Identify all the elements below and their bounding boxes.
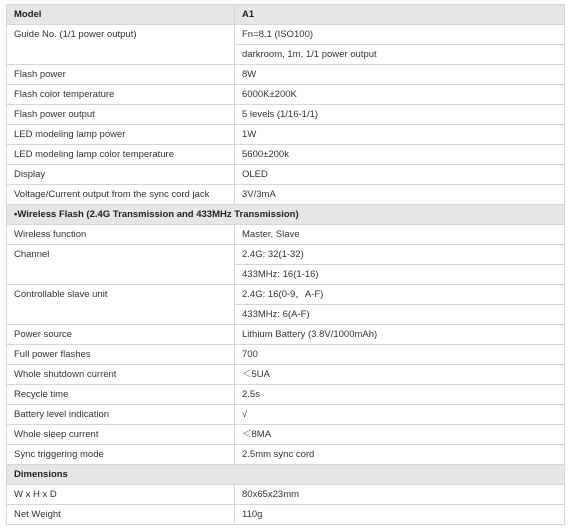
row-value: 2.4G: 32(1-32): [235, 245, 565, 265]
row-value: 80x65x23mm: [235, 485, 565, 505]
row-value: 433MHz: 6(A-F): [235, 305, 565, 325]
section-title: •Wireless Flash (2.4G Transmission and 433MHz Transmission): [7, 205, 565, 225]
row-value: 700: [235, 345, 565, 365]
row-label: Display: [7, 165, 235, 185]
row-value: 2.5s: [235, 385, 565, 405]
row-label: Voltage/Current output from the sync cord jack: [7, 185, 235, 205]
row-label: Whole sleep current: [7, 425, 235, 445]
row-label: Sync triggering mode: [7, 445, 235, 465]
row-value: 433MHz: 16(1-16): [235, 265, 565, 285]
row-label: W x H x D: [7, 485, 235, 505]
row-value: 5600±200k: [235, 145, 565, 165]
row-label: LED modeling lamp color temperature: [7, 145, 235, 165]
table-row: [7, 25, 565, 45]
table-row: [7, 225, 565, 245]
row-value: ＜8MA: [235, 425, 565, 445]
row-label: Channel: [7, 245, 235, 285]
table-row: [7, 185, 565, 205]
row-label: Flash color temperature: [7, 85, 235, 105]
row-value: ＜5UA: [235, 365, 565, 385]
row-value: 6000K±200K: [235, 85, 565, 105]
header-value: A1: [235, 5, 565, 25]
specifications-table: [6, 4, 565, 525]
table-row: [7, 65, 565, 85]
row-label: LED modeling lamp power: [7, 125, 235, 145]
row-label: Wireless function: [7, 225, 235, 245]
table-row: [7, 365, 565, 385]
section-header-dimensions: [7, 465, 565, 485]
row-label: Controllable slave unit: [7, 285, 235, 325]
table-row: [7, 485, 565, 505]
row-label: Flash power: [7, 65, 235, 85]
row-value: 5 levels (1/16-1/1): [235, 105, 565, 125]
table-row: [7, 245, 565, 265]
row-label: Full power flashes: [7, 345, 235, 365]
row-value: 8W: [235, 65, 565, 85]
table-header-row: [7, 5, 565, 25]
row-label: Whole shutdown current: [7, 365, 235, 385]
row-value: Fn=8.1 (ISO100): [235, 25, 565, 45]
table-row: [7, 505, 565, 525]
table-row: [7, 165, 565, 185]
row-label: Power source: [7, 325, 235, 345]
section-header-wireless: [7, 205, 565, 225]
row-value: darkroom, 1m, 1/1 power output: [235, 45, 565, 65]
row-label: Guide No. (1/1 power output): [7, 25, 235, 65]
table-row: [7, 385, 565, 405]
row-label: Battery level indication: [7, 405, 235, 425]
table-row: [7, 125, 565, 145]
row-value: Lithium Battery (3.8V/1000mAh): [235, 325, 565, 345]
table-row: [7, 85, 565, 105]
row-value: 110g: [235, 505, 565, 525]
table-row: [7, 405, 565, 425]
row-value: 2.5mm sync cord: [235, 445, 565, 465]
table-row: [7, 325, 565, 345]
row-value: Master, Slave: [235, 225, 565, 245]
row-value: √: [235, 405, 565, 425]
table-row: [7, 445, 565, 465]
table-row: [7, 145, 565, 165]
table-row: [7, 425, 565, 445]
row-label: Flash power output: [7, 105, 235, 125]
table-row: [7, 105, 565, 125]
row-value: 1W: [235, 125, 565, 145]
table-row: [7, 345, 565, 365]
section-title: Dimensions: [7, 465, 565, 485]
row-value: 3V/3mA: [235, 185, 565, 205]
row-value: OLED: [235, 165, 565, 185]
header-label: Model: [7, 5, 235, 25]
row-value: 2.4G: 16(0-9，A-F): [235, 285, 565, 305]
row-label: Recycle time: [7, 385, 235, 405]
row-label: Net Weight: [7, 505, 235, 525]
table-row: [7, 285, 565, 305]
